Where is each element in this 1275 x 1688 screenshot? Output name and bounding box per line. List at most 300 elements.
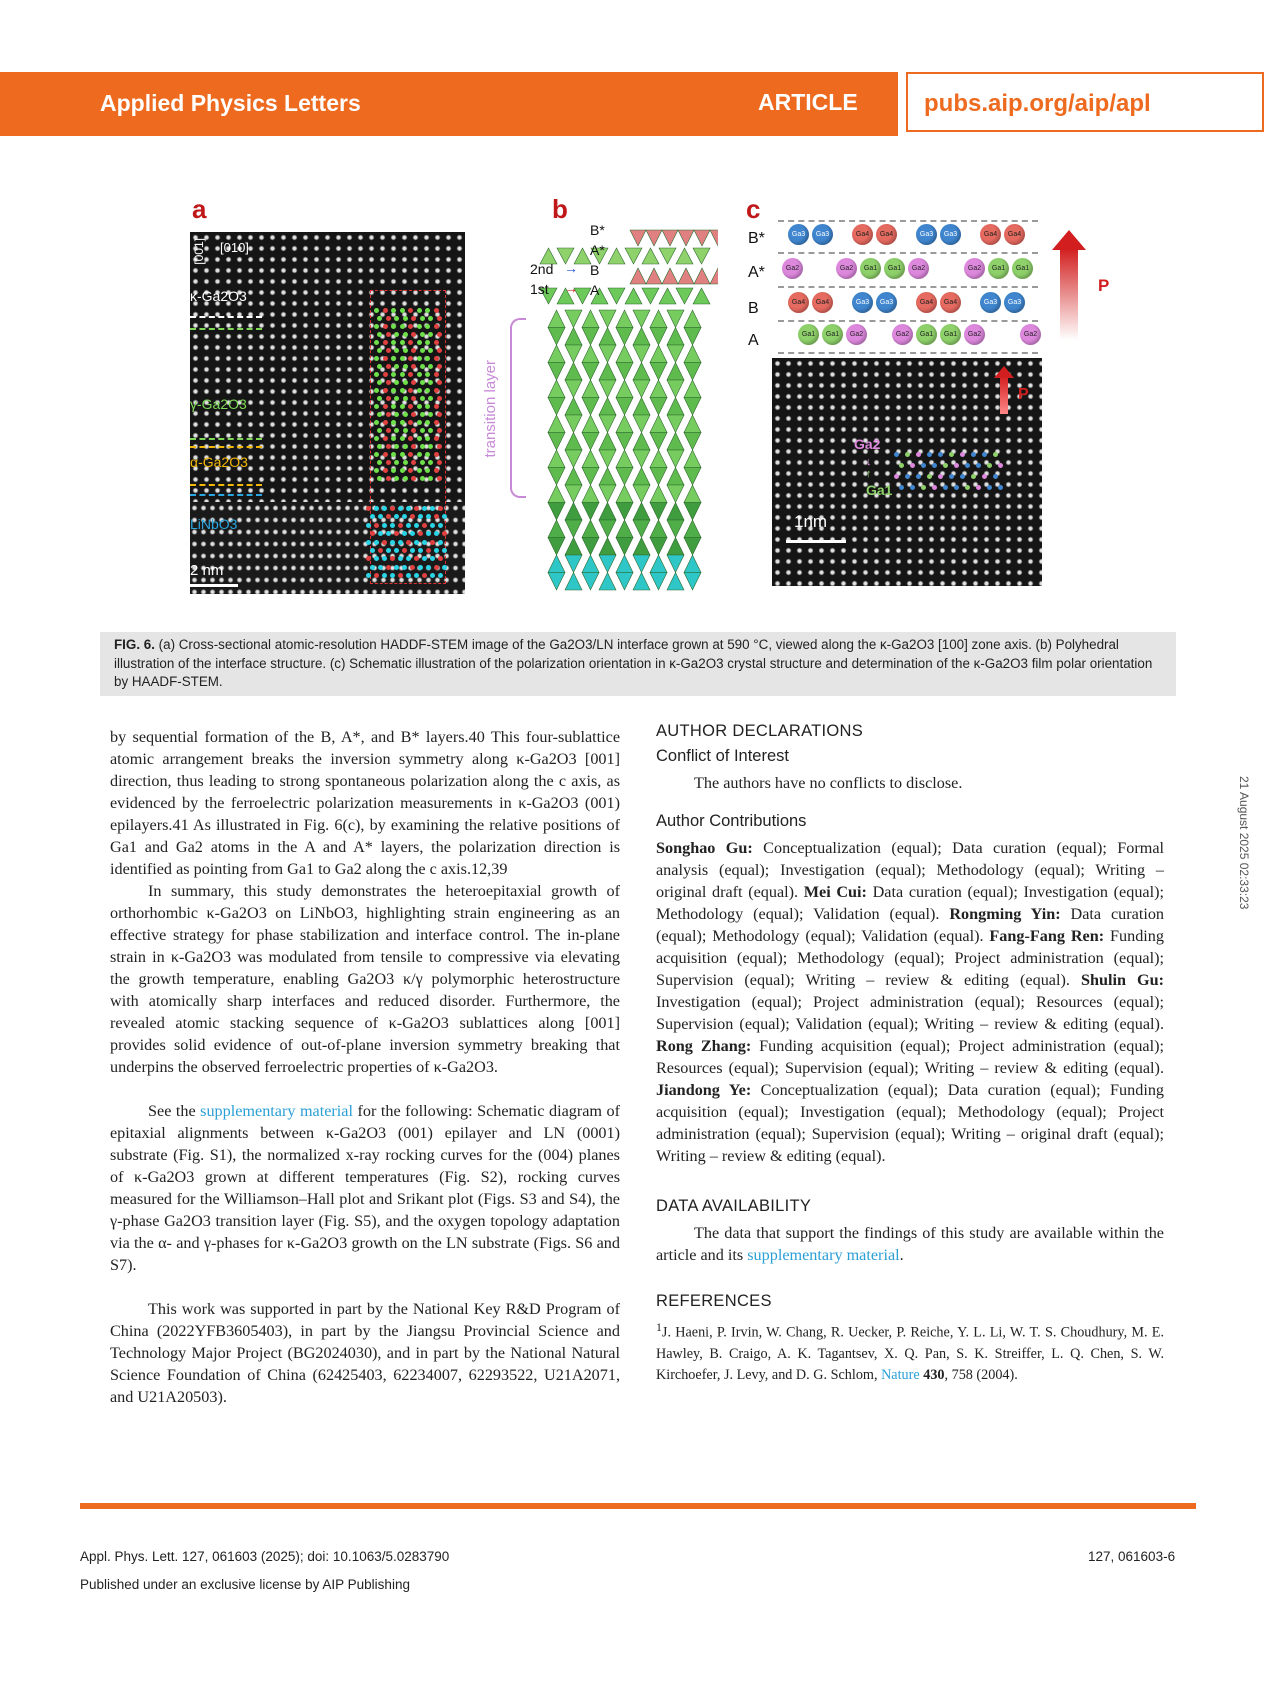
polyhedron	[616, 363, 633, 381]
polyhedron	[684, 485, 701, 503]
overlay-dot	[434, 548, 439, 553]
ga-position-dot	[993, 474, 998, 479]
overlay-dot	[411, 396, 416, 401]
mark-1st-label: 1st	[530, 281, 549, 297]
polyhedron	[684, 555, 701, 573]
ga-position-dot	[954, 485, 959, 490]
overlay-dot	[377, 396, 382, 401]
overlay-dot	[374, 540, 379, 545]
polyhedron	[582, 363, 599, 381]
polyhedron	[684, 415, 701, 433]
contributor-name: Rongming Yin:	[949, 905, 1061, 923]
ga-position-dot	[905, 452, 910, 457]
atom-schematic	[778, 220, 1048, 356]
overlay-dot	[418, 531, 423, 536]
ga-position-dot	[938, 474, 943, 479]
overlay-dot	[394, 460, 399, 465]
overlay-dot	[374, 340, 379, 345]
ga-position-dot	[987, 463, 992, 468]
reference-1	[656, 1317, 1164, 1386]
overlay-dot	[394, 514, 399, 519]
overlay-dot	[374, 523, 379, 528]
layer-boundary	[778, 252, 1038, 254]
ga-atom: Ga4	[852, 224, 873, 245]
contributor-roles: Conceptualization (equal); Data curation (equal); Formal analysis (equal); Investigation (equal); Methodology (equal); Writing – original draft (equal).	[656, 839, 1164, 901]
overlay-dot	[417, 468, 422, 473]
polyhedron	[582, 485, 599, 503]
overlay-dot	[391, 404, 396, 409]
supplementary-material-link[interactable]: supplementary material	[200, 1102, 353, 1120]
overlay-dot	[383, 420, 388, 425]
overlay-dot	[437, 380, 442, 385]
footer-page: 127, 061603-6	[1088, 1549, 1176, 1564]
overlay-dot	[386, 565, 391, 570]
overlay-dot	[442, 531, 447, 536]
journal-title: Applied Physics Letters	[100, 90, 361, 116]
phase-kappa-label: κ-Ga2O3	[190, 288, 247, 304]
overlay-dot	[383, 324, 388, 329]
polyhedron	[646, 230, 662, 246]
polyhedron	[582, 433, 599, 451]
panel-c-stem-image	[772, 358, 1042, 586]
panel-a-scale-label: 2 nm	[190, 562, 224, 579]
panel-c-label: c	[746, 194, 761, 224]
overlay-dot	[374, 420, 379, 425]
overlay-dot	[438, 540, 443, 545]
overlay-dot	[366, 540, 371, 545]
data-supplementary-link[interactable]: supplementary material	[747, 1246, 900, 1264]
overlay-dot	[394, 316, 399, 321]
data-availability-heading: DATA AVAILABILITY	[656, 1197, 812, 1215]
ga-position-dot	[949, 452, 954, 457]
journal-url-link[interactable]: pubs.aip.org/aip/apl	[906, 72, 1264, 132]
alpha-top-boundary	[190, 446, 262, 448]
overlay-dot	[414, 523, 419, 528]
overlay-dot	[442, 548, 447, 553]
overlay-dot	[391, 372, 396, 377]
overlay-dot	[434, 468, 439, 473]
polyhedron	[684, 433, 701, 451]
ga-position-dot	[971, 452, 976, 457]
overlay-dot	[400, 388, 405, 393]
polyhedron	[616, 415, 633, 433]
overlay-dot	[374, 356, 379, 361]
polyhedron	[662, 268, 678, 284]
overlay-dot	[430, 506, 435, 511]
overlay-dot	[377, 428, 382, 433]
overlay-dot	[408, 452, 413, 457]
ga-atom: Ga1	[940, 324, 961, 345]
ga-position-dot	[932, 485, 937, 490]
overlay-dot	[425, 420, 430, 425]
polyhedron	[582, 310, 599, 328]
overlay-dot	[430, 540, 435, 545]
polyhedron	[633, 363, 650, 381]
overlay-dot	[398, 523, 403, 528]
overlay-dot	[408, 404, 413, 409]
overlay-dot	[377, 476, 382, 481]
overlay-dot	[434, 420, 439, 425]
img-arrow-head-icon	[994, 366, 1014, 378]
ga-atom: Ga2	[782, 258, 803, 279]
overlay-dot	[382, 573, 387, 578]
overlay-dot	[411, 444, 416, 449]
overlay-dot	[422, 556, 427, 561]
panel-a-stem-image	[190, 232, 465, 594]
overlay-dot	[406, 506, 411, 511]
overlay-dot	[403, 460, 408, 465]
transition-layer-label: transition layer	[482, 360, 499, 458]
data-pre-text: The data that support the findings of this study are available within the article and its	[656, 1224, 1164, 1264]
overlay-dot	[437, 460, 442, 465]
overlay-dot	[428, 460, 433, 465]
row-a-label: A	[748, 332, 759, 349]
overlay-dot	[414, 540, 419, 545]
polyhedron	[565, 328, 582, 346]
polyhedron	[582, 573, 599, 591]
overlay-dot	[438, 523, 443, 528]
polyhedron	[667, 468, 684, 486]
polyhedron	[650, 345, 667, 363]
polyhedron	[599, 485, 616, 503]
overlay-dot	[437, 348, 442, 353]
ref1-number: 1	[656, 1320, 662, 1334]
polyhedron	[633, 310, 650, 328]
polyhedron	[599, 555, 616, 573]
polyhedron	[565, 573, 582, 591]
polyhedron	[548, 433, 565, 451]
overlay-dot	[402, 565, 407, 570]
contributor-name: Shulin Gu:	[1080, 971, 1164, 989]
overlay-dot	[400, 308, 405, 313]
overlay-dot	[408, 356, 413, 361]
polyhedron	[684, 345, 701, 363]
ga-position-dot	[976, 463, 981, 468]
polyhedron	[565, 398, 582, 416]
overlay-dot	[377, 332, 382, 337]
polyhedron	[684, 538, 701, 556]
overlay-dot	[383, 356, 388, 361]
overlay-dot	[428, 316, 433, 321]
polyhedron	[650, 503, 667, 521]
ga-atom: Ga1	[822, 324, 843, 345]
overlay-dot	[400, 452, 405, 457]
overlay-dot	[402, 514, 407, 519]
overlay-dot	[411, 380, 416, 385]
polyhedron	[616, 310, 633, 328]
overlay-dot	[411, 348, 416, 353]
overlay-dot	[428, 364, 433, 369]
overlay-dot	[426, 565, 431, 570]
ga-atom: Ga1	[884, 258, 905, 279]
polyhedron	[565, 345, 582, 363]
ga-atom: Ga4	[1004, 224, 1025, 245]
overlay-dot	[434, 565, 439, 570]
polyhedron	[565, 415, 582, 433]
download-timestamp: 21 August 2025 02:33:23	[1237, 776, 1251, 910]
overlay-dot	[408, 436, 413, 441]
overlay-dot	[403, 364, 408, 369]
overlay-dot	[425, 452, 430, 457]
polyhedron	[633, 538, 650, 556]
data-availability-text	[656, 1222, 1164, 1266]
axis-001-label: [001]	[192, 238, 206, 265]
overlay-dot	[425, 388, 430, 393]
overlay-dot	[442, 565, 447, 570]
overlay-dot	[422, 540, 427, 545]
ga-position-dot	[971, 474, 976, 479]
overlay-dot	[428, 444, 433, 449]
overlay-dot	[434, 404, 439, 409]
polyhedron	[667, 520, 684, 538]
overlay-dot	[425, 356, 430, 361]
overlay-dot	[386, 476, 391, 481]
overlay-dot	[383, 452, 388, 457]
overlay-dot	[430, 556, 435, 561]
ga-atom: Ga1	[988, 258, 1009, 279]
phase-gamma-label: γ-Ga2O3	[190, 396, 247, 412]
panel-c-scale-bar	[786, 540, 846, 543]
alpha-bottom-boundary	[190, 484, 262, 486]
overlay-dot	[394, 548, 399, 553]
polyhedron	[684, 468, 701, 486]
ga-atom: Ga4	[812, 292, 833, 313]
journal-header	[0, 72, 1275, 136]
overlay-dot	[428, 396, 433, 401]
ga-position-dot	[894, 452, 899, 457]
polyhedron	[548, 555, 565, 573]
overlay-dot	[420, 364, 425, 369]
overlay-dot	[390, 540, 395, 545]
overlay-dot	[417, 340, 422, 345]
overlay-dot	[370, 514, 375, 519]
ga-position-dot	[993, 452, 998, 457]
polyhedron	[676, 248, 693, 264]
polyhedron	[684, 398, 701, 416]
polyhedron	[694, 230, 710, 246]
overlay-dot	[428, 428, 433, 433]
polyhedron	[599, 503, 616, 521]
polyhedron	[599, 538, 616, 556]
overlay-dot	[374, 372, 379, 377]
overlay-dot	[425, 468, 430, 473]
ga-atom: Ga2	[964, 258, 985, 279]
ga-position-dot	[899, 463, 904, 468]
polyhedron	[565, 503, 582, 521]
ga-position-dot	[998, 485, 1003, 490]
polyhedron	[633, 345, 650, 363]
ga-position-dot	[976, 485, 981, 490]
overlay-dot	[377, 316, 382, 321]
polyhedron	[616, 520, 633, 538]
polyhedron	[630, 230, 646, 246]
ga-atom: Ga3	[852, 292, 873, 313]
overlay-dot	[408, 324, 413, 329]
overlay-dot	[394, 380, 399, 385]
polyhedron	[616, 398, 633, 416]
overlay-dot	[411, 412, 416, 417]
polyhedron	[667, 345, 684, 363]
ga-atom: Ga1	[916, 324, 937, 345]
polyhedron	[599, 363, 616, 381]
polyhedron	[548, 538, 565, 556]
ga-position-dot	[938, 452, 943, 457]
polyhedron	[582, 503, 599, 521]
ga-atom: Ga3	[940, 224, 961, 245]
overlay-dot	[425, 436, 430, 441]
overlay-dot	[422, 573, 427, 578]
overlay-dot	[383, 340, 388, 345]
overlay-dot	[383, 308, 388, 313]
layer-astar-label: A*	[590, 242, 605, 258]
overlay-dot	[428, 348, 433, 353]
ga-position-dot	[932, 463, 937, 468]
overlay-dot	[374, 506, 379, 511]
overlay-dot	[417, 356, 422, 361]
overlay-dot	[386, 380, 391, 385]
overlay-dot	[422, 506, 427, 511]
overlay-dot	[403, 316, 408, 321]
overlay-dot	[394, 531, 399, 536]
ga-atom: Ga4	[940, 292, 961, 313]
overlay-dot	[425, 372, 430, 377]
polyhedron	[582, 398, 599, 416]
overlay-dot	[437, 444, 442, 449]
overlay-dot	[414, 506, 419, 511]
polyhedron	[599, 520, 616, 538]
overlay-dot	[386, 332, 391, 337]
contributor-name: Fang-Fang Ren:	[989, 927, 1105, 945]
polyhedron	[548, 310, 565, 328]
atom-overlay-gamma	[374, 308, 442, 484]
polyhedron	[599, 433, 616, 451]
overlay-dot	[391, 468, 396, 473]
overlay-dot	[386, 412, 391, 417]
overlay-dot	[374, 436, 379, 441]
ga-atom: Ga2	[964, 324, 985, 345]
overlay-dot	[377, 460, 382, 465]
polyhedron	[548, 520, 565, 538]
overlay-dot	[391, 452, 396, 457]
polyhedron	[650, 573, 667, 591]
ga-atom: Ga2	[846, 324, 867, 345]
overlay-dot	[374, 556, 379, 561]
contributor-roles: Data curation (equal); Investigation (equal); Methodology (equal); Validation (equal).	[656, 883, 1164, 923]
overlay-dot	[378, 514, 383, 519]
overlay-dot	[410, 514, 415, 519]
overlay-dot	[374, 308, 379, 313]
polyhedron	[650, 380, 667, 398]
overlay-dot	[420, 460, 425, 465]
polyhedron	[548, 468, 565, 486]
overlay-dot	[383, 372, 388, 377]
layer-a-label: A	[590, 282, 600, 298]
overlay-dot	[377, 348, 382, 353]
polyhedron	[710, 268, 718, 284]
polyhedron	[548, 363, 565, 381]
overlay-dot	[417, 372, 422, 377]
polyhedron	[582, 538, 599, 556]
supp-post-text: for the following: Schematic diagram of epitaxial alignments between κ-Ga2O3 (001) epilayer and LN (0001) substrate (Fig. S1), the normalized x-ray rocking curves for the (004) planes of κ-Ga2O3 grown at different temperatures (Fig. S2), rocking curves measured for the Williamson–Hall plot and Srikant plot (Figs. S3 and S4), the γ-phase Ga2O3 transition layer (Fig. S5), and the oxygen topology adaptation via the α- and γ-phases for κ-Ga2O3 growth on the LN substrate (Figs. S6 and S7).	[110, 1102, 621, 1274]
polyhedron	[633, 520, 650, 538]
overlay-dot	[391, 324, 396, 329]
overlay-dot	[428, 412, 433, 417]
polyhedron	[565, 310, 582, 328]
overlay-dot	[386, 364, 391, 369]
kappa-boundary	[190, 316, 262, 318]
polyhedron	[650, 328, 667, 346]
overlay-dot	[417, 420, 422, 425]
polyhedron	[684, 380, 701, 398]
overlay-dot	[428, 380, 433, 385]
polyhedron	[667, 503, 684, 521]
polyhedron	[667, 485, 684, 503]
caption-text: (a) Cross-sectional atomic-resolution HADDF-STEM image of the Ga2O3/LN interface grown at 590 °C, viewed along the κ-Ga2O3 [100] zone axis. (b) Polyhedral illustration of the interface structure. (c) Schematic illustration of the polarization orientation in κ-Ga2O3 crystal structure and determination of the κ-Ga2O3 film polar orientation by HAADF-STEM.	[114, 637, 1153, 689]
ga-atom: Ga3	[1004, 292, 1025, 313]
left-column	[110, 726, 620, 1408]
overlay-dot	[378, 565, 383, 570]
overlay-dot	[406, 556, 411, 561]
polyhedron	[642, 288, 659, 304]
polyhedron	[693, 288, 710, 304]
overlay-dot	[386, 514, 391, 519]
polyhedron	[565, 538, 582, 556]
contributor-roles: Funding acquisition (equal); Methodology (equal); Project administration (equal); Supervision (equal); Writing – review & editing (equal).	[656, 927, 1164, 989]
overlay-dot	[377, 380, 382, 385]
overlay-dot	[403, 428, 408, 433]
overlay-dot	[382, 523, 387, 528]
overlay-dot	[383, 468, 388, 473]
overlay-dot	[408, 308, 413, 313]
overlay-dot	[394, 412, 399, 417]
polyhedron	[667, 398, 684, 416]
polyhedron	[710, 230, 718, 246]
phase-ln-label: LiNbO3	[190, 516, 238, 532]
overlay-dot	[370, 565, 375, 570]
polyhedron	[633, 450, 650, 468]
ln-boundary	[190, 494, 262, 496]
polyhedron	[684, 520, 701, 538]
overlay-dot	[391, 308, 396, 313]
overlay-dot	[408, 388, 413, 393]
polyhedron	[633, 503, 650, 521]
overlay-dot	[394, 565, 399, 570]
overlay-dot	[391, 388, 396, 393]
overlay-dot	[411, 476, 416, 481]
polyhedron	[565, 555, 582, 573]
ref1-volume: 430	[923, 1366, 945, 1383]
overlay-dot	[437, 364, 442, 369]
overlay-dot	[426, 531, 431, 536]
ref1-journal-link[interactable]: Nature	[881, 1366, 920, 1383]
ga-atom: Ga1	[860, 258, 881, 279]
ga-position-dot	[943, 463, 948, 468]
overlay-dot	[428, 476, 433, 481]
ga-position-dots	[894, 452, 1004, 496]
ga-position-dot	[960, 452, 965, 457]
overlay-dot	[434, 388, 439, 393]
contributor-name: Songhao Gu:	[656, 839, 753, 857]
polyhedron	[616, 345, 633, 363]
overlay-dot	[426, 548, 431, 553]
polyhedron	[565, 450, 582, 468]
ga-atom: Ga2	[1020, 324, 1041, 345]
polyhedron	[616, 380, 633, 398]
polyhedron	[608, 248, 625, 264]
overlay-dot	[400, 436, 405, 441]
contributor-roles: Data curation (equal); Methodology (equal); Validation (equal).	[656, 905, 1165, 945]
overlay-dot	[400, 324, 405, 329]
